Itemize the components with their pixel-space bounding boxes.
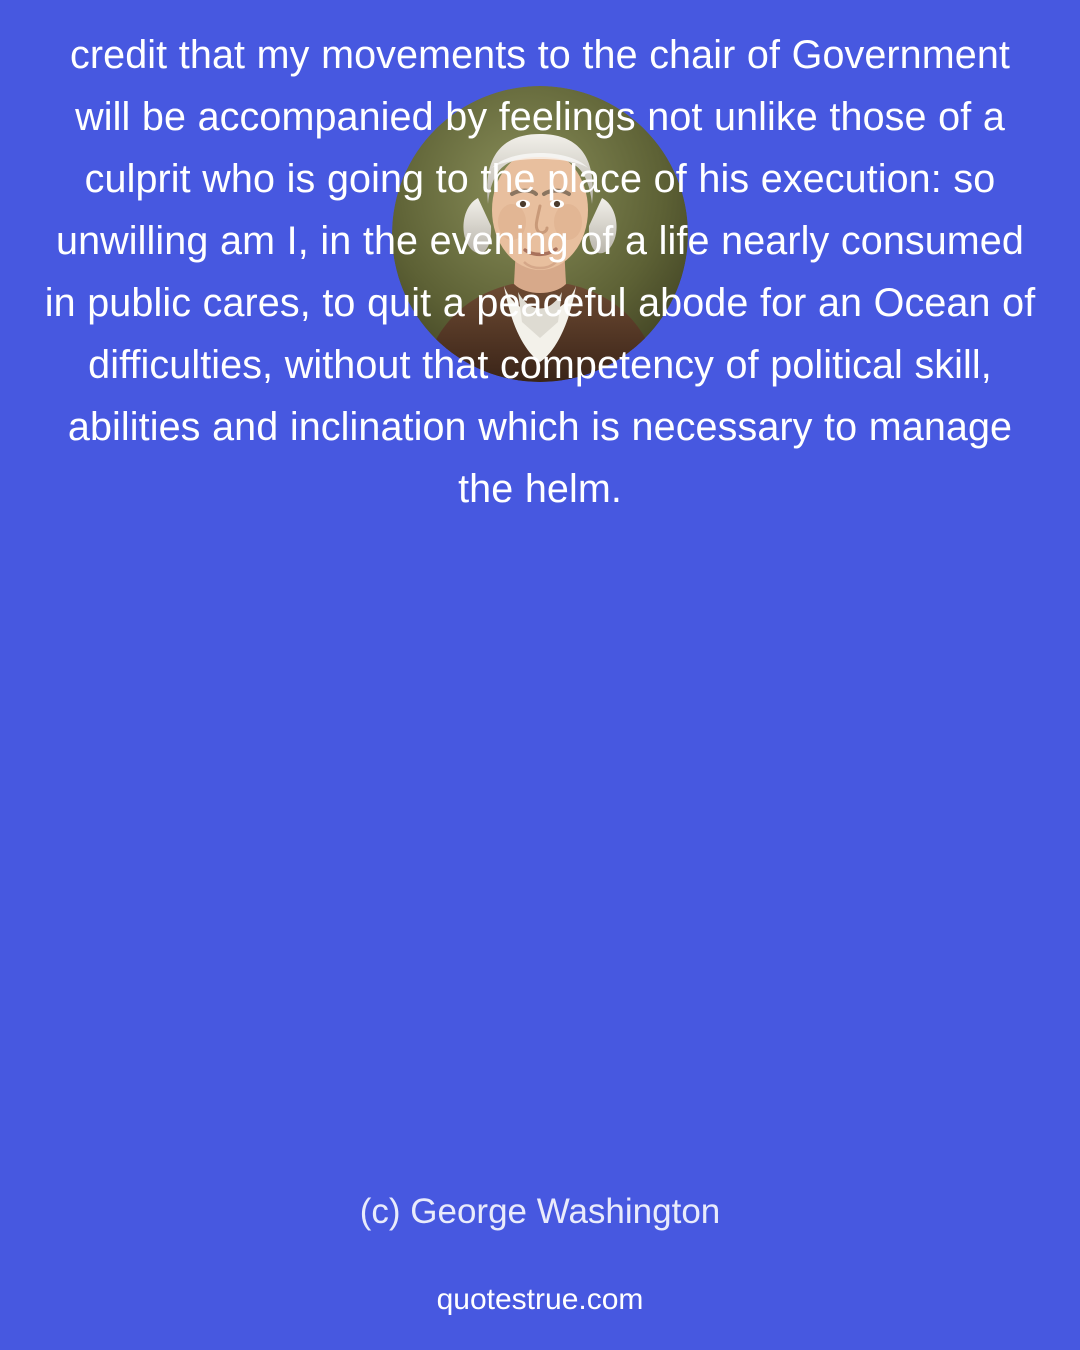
quote-block — [40, 0, 1040, 520]
quote-text: credit that my movements to the chair of Government will be accompanied by feelings not unlike those of a culprit who is going to the place of his execution: so unwilling am I, in the evening of a life nearly consumed in public cares, to quit a peaceful abode for an Ocean of difficulties, without that competency of political skill, abilities and inclination which is necessary to manage the helm. — [44, 33, 1036, 511]
quote-attribution: (c) George Washington — [359, 1192, 721, 1231]
source-watermark: quotestrue.com — [436, 1283, 644, 1316]
